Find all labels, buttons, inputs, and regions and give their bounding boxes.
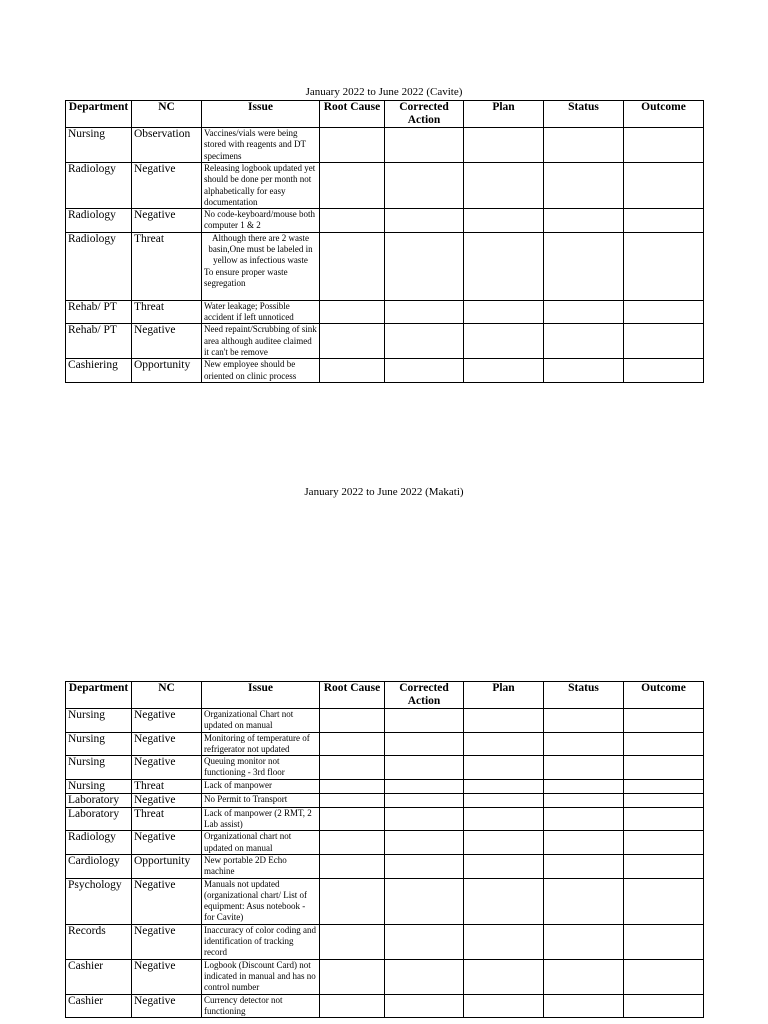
- status-cell: [544, 807, 624, 831]
- nc-cell: Negative: [132, 831, 202, 855]
- corrected-action-cell: [385, 994, 464, 1018]
- col-header-corrected-action: Corrected Action: [385, 682, 464, 709]
- status-cell: [544, 924, 624, 959]
- table-row: [66, 756, 704, 780]
- corrected-action-cell: [385, 807, 464, 831]
- nc-cell: Threat: [132, 300, 202, 324]
- plan-cell: [464, 807, 544, 831]
- table-row: [66, 878, 704, 924]
- issue-cell: Manuals not updated (organizational chart/ List of equipment: Asus notebook - for Cavite): [202, 878, 320, 924]
- corrected-action-cell: [385, 924, 464, 959]
- col-header-plan: Plan: [464, 682, 544, 709]
- col-header-outcome: Outcome: [624, 682, 704, 709]
- status-cell: [544, 756, 624, 780]
- department-cell: Cardiology: [66, 854, 132, 878]
- col-header-nc: NC: [132, 682, 202, 709]
- nc-cell: Negative: [132, 732, 202, 756]
- status-cell: [544, 732, 624, 756]
- corrected-action-cell: [385, 854, 464, 878]
- nc-cell: Observation: [132, 128, 202, 163]
- root-cause-cell: [320, 232, 385, 300]
- table-row: [66, 924, 704, 959]
- nc-cell: Opportunity: [132, 854, 202, 878]
- col-header-root-cause: Root Cause: [320, 682, 385, 709]
- status-cell: [544, 793, 624, 807]
- corrected-action-cell: [385, 324, 464, 359]
- outcome-cell: [624, 128, 704, 163]
- nc-cell: Negative: [132, 756, 202, 780]
- root-cause-cell: [320, 128, 385, 163]
- col-header-status: Status: [544, 682, 624, 709]
- col-header-root-cause: Root Cause: [320, 101, 385, 128]
- status-cell: [544, 324, 624, 359]
- nc-cell: Opportunity: [132, 359, 202, 383]
- col-header-corrected-action: Corrected Action: [385, 101, 464, 128]
- corrected-action-cell: [385, 128, 464, 163]
- nc-cell: Negative: [132, 709, 202, 733]
- plan-cell: [464, 300, 544, 324]
- outcome-cell: [624, 959, 704, 994]
- table-row: [66, 300, 704, 324]
- cavite-audit-table: [65, 100, 704, 383]
- plan-cell: [464, 359, 544, 383]
- issue-cell: Vaccines/vials were being stored with reagents and DT specimens: [202, 128, 320, 163]
- corrected-action-cell: [385, 300, 464, 324]
- root-cause-cell: [320, 709, 385, 733]
- plan-cell: [464, 709, 544, 733]
- root-cause-cell: [320, 779, 385, 793]
- plan-cell: [464, 732, 544, 756]
- col-header-nc: NC: [132, 101, 202, 128]
- issue-cell: Monitoring of temperature of refrigerator not updated: [202, 732, 320, 756]
- plan-cell: [464, 128, 544, 163]
- corrected-action-cell: [385, 878, 464, 924]
- col-header-department: Department: [66, 101, 132, 128]
- table-row: [66, 128, 704, 163]
- issue-cell: Inaccuracy of color coding and identification of tracking record: [202, 924, 320, 959]
- plan-cell: [464, 793, 544, 807]
- status-cell: [544, 959, 624, 994]
- table-row: [66, 359, 704, 383]
- outcome-cell: [624, 793, 704, 807]
- plan-cell: [464, 779, 544, 793]
- makati-section-title: January 2022 to June 2022 (Makati): [304, 486, 464, 498]
- status-cell: [544, 128, 624, 163]
- col-header-department: Department: [66, 682, 132, 709]
- nc-cell: Negative: [132, 209, 202, 233]
- nc-cell: Threat: [132, 807, 202, 831]
- status-cell: [544, 300, 624, 324]
- cavite-header-row: [66, 101, 704, 128]
- outcome-cell: [624, 300, 704, 324]
- root-cause-cell: [320, 324, 385, 359]
- nc-cell: Negative: [132, 324, 202, 359]
- department-cell: Radiology: [66, 209, 132, 233]
- status-cell: [544, 878, 624, 924]
- plan-cell: [464, 163, 544, 209]
- issue-text: Although there are 2 waste basin,One must be labeled in yellow as infectious waste: [208, 232, 313, 266]
- root-cause-cell: [320, 831, 385, 855]
- outcome-cell: [624, 854, 704, 878]
- table-row: [66, 209, 704, 233]
- outcome-cell: [624, 359, 704, 383]
- outcome-cell: [624, 709, 704, 733]
- table-row: [66, 807, 704, 831]
- root-cause-cell: [320, 732, 385, 756]
- plan-cell: [464, 959, 544, 994]
- plan-cell: [464, 209, 544, 233]
- department-cell: Records: [66, 924, 132, 959]
- outcome-cell: [624, 779, 704, 793]
- corrected-action-cell: [385, 831, 464, 855]
- outcome-cell: [624, 324, 704, 359]
- col-header-plan: Plan: [464, 101, 544, 128]
- department-cell: Radiology: [66, 831, 132, 855]
- outcome-cell: [624, 831, 704, 855]
- corrected-action-cell: [385, 163, 464, 209]
- nc-cell: Threat: [132, 779, 202, 793]
- issue-cell: Logbook (Discount Card) not indicated in manual and has no control number: [202, 959, 320, 994]
- issue-cell: [202, 232, 320, 300]
- table-row: [66, 994, 704, 1018]
- status-cell: [544, 994, 624, 1018]
- department-cell: Cashier: [66, 994, 132, 1018]
- issue-cell: Queuing monitor not functioning - 3rd floor: [202, 756, 320, 780]
- corrected-action-cell: [385, 359, 464, 383]
- table-row: [66, 709, 704, 733]
- corrected-action-cell: [385, 232, 464, 300]
- root-cause-cell: [320, 854, 385, 878]
- issue-cell: Water leakage; Possible accident if left unnoticed: [202, 300, 320, 324]
- department-cell: Radiology: [66, 163, 132, 209]
- issue-extra-text: To ensure proper waste segregation: [204, 266, 288, 288]
- department-cell: Radiology: [66, 232, 132, 300]
- nc-cell: Negative: [132, 793, 202, 807]
- issue-cell: Currency detector not functioning: [202, 994, 320, 1018]
- outcome-cell: [624, 807, 704, 831]
- issue-cell: Organizational Chart not updated on manual: [202, 709, 320, 733]
- status-cell: [544, 831, 624, 855]
- table-row: [66, 959, 704, 994]
- status-cell: [544, 209, 624, 233]
- root-cause-cell: [320, 959, 385, 994]
- issue-cell: New employee should be oriented on clinic process: [202, 359, 320, 383]
- root-cause-cell: [320, 807, 385, 831]
- root-cause-cell: [320, 924, 385, 959]
- col-header-issue: Issue: [202, 101, 320, 128]
- corrected-action-cell: [385, 779, 464, 793]
- nc-cell: Negative: [132, 924, 202, 959]
- root-cause-cell: [320, 756, 385, 780]
- col-header-status: Status: [544, 101, 624, 128]
- table-row: [66, 732, 704, 756]
- issue-cell: Lack of manpower: [202, 779, 320, 793]
- issue-cell: Organizational chart not updated on manual: [202, 831, 320, 855]
- outcome-cell: [624, 232, 704, 300]
- nc-cell: Negative: [132, 994, 202, 1018]
- corrected-action-cell: [385, 959, 464, 994]
- plan-cell: [464, 878, 544, 924]
- plan-cell: [464, 756, 544, 780]
- outcome-cell: [624, 878, 704, 924]
- table-row: [66, 793, 704, 807]
- department-cell: Nursing: [66, 128, 132, 163]
- corrected-action-cell: [385, 709, 464, 733]
- root-cause-cell: [320, 163, 385, 209]
- department-cell: Nursing: [66, 709, 132, 733]
- root-cause-cell: [320, 209, 385, 233]
- outcome-cell: [624, 756, 704, 780]
- col-header-outcome: Outcome: [624, 101, 704, 128]
- status-cell: [544, 779, 624, 793]
- cavite-section-title: January 2022 to June 2022 (Cavite): [305, 86, 463, 98]
- nc-cell: Negative: [132, 878, 202, 924]
- issue-cell: Lack of manpower (2 RMT, 2 Lab assist): [202, 807, 320, 831]
- issue-cell: No code-keyboard/mouse both computer 1 & 2: [202, 209, 320, 233]
- table-row: [66, 324, 704, 359]
- department-cell: Rehab/ PT: [66, 300, 132, 324]
- makati-audit-table: [65, 681, 704, 1018]
- nc-cell: Negative: [132, 959, 202, 994]
- table-row: [66, 779, 704, 793]
- outcome-cell: [624, 924, 704, 959]
- department-cell: Cashier: [66, 959, 132, 994]
- plan-cell: [464, 854, 544, 878]
- plan-cell: [464, 831, 544, 855]
- nc-cell: Negative: [132, 163, 202, 209]
- outcome-cell: [624, 994, 704, 1018]
- issue-cell: Releasing logbook updated yet should be done per month not alphabetically for easy documentation: [202, 163, 320, 209]
- table-row: [66, 831, 704, 855]
- outcome-cell: [624, 732, 704, 756]
- department-cell: Nursing: [66, 732, 132, 756]
- root-cause-cell: [320, 300, 385, 324]
- root-cause-cell: [320, 878, 385, 924]
- department-cell: Laboratory: [66, 807, 132, 831]
- department-cell: Psychology: [66, 878, 132, 924]
- issue-cell: No Permit to Transport: [202, 793, 320, 807]
- department-cell: Laboratory: [66, 793, 132, 807]
- table-row: [66, 163, 704, 209]
- corrected-action-cell: [385, 793, 464, 807]
- plan-cell: [464, 924, 544, 959]
- plan-cell: [464, 994, 544, 1018]
- plan-cell: [464, 232, 544, 300]
- department-cell: Rehab/ PT: [66, 324, 132, 359]
- corrected-action-cell: [385, 209, 464, 233]
- department-cell: Nursing: [66, 779, 132, 793]
- status-cell: [544, 232, 624, 300]
- corrected-action-cell: [385, 756, 464, 780]
- issue-cell: Need repaint/Scrubbing of sink area although auditee claimed it can't be remove: [202, 324, 320, 359]
- root-cause-cell: [320, 359, 385, 383]
- root-cause-cell: [320, 994, 385, 1018]
- table-row: [66, 232, 704, 300]
- status-cell: [544, 854, 624, 878]
- outcome-cell: [624, 163, 704, 209]
- status-cell: [544, 163, 624, 209]
- department-cell: Nursing: [66, 756, 132, 780]
- col-header-issue: Issue: [202, 682, 320, 709]
- corrected-action-cell: [385, 732, 464, 756]
- makati-header-row: [66, 682, 704, 709]
- status-cell: [544, 359, 624, 383]
- nc-cell: Threat: [132, 232, 202, 300]
- department-cell: Cashiering: [66, 359, 132, 383]
- status-cell: [544, 709, 624, 733]
- table-row: [66, 854, 704, 878]
- plan-cell: [464, 324, 544, 359]
- outcome-cell: [624, 209, 704, 233]
- issue-cell: New portable 2D Echo machine: [202, 854, 320, 878]
- root-cause-cell: [320, 793, 385, 807]
